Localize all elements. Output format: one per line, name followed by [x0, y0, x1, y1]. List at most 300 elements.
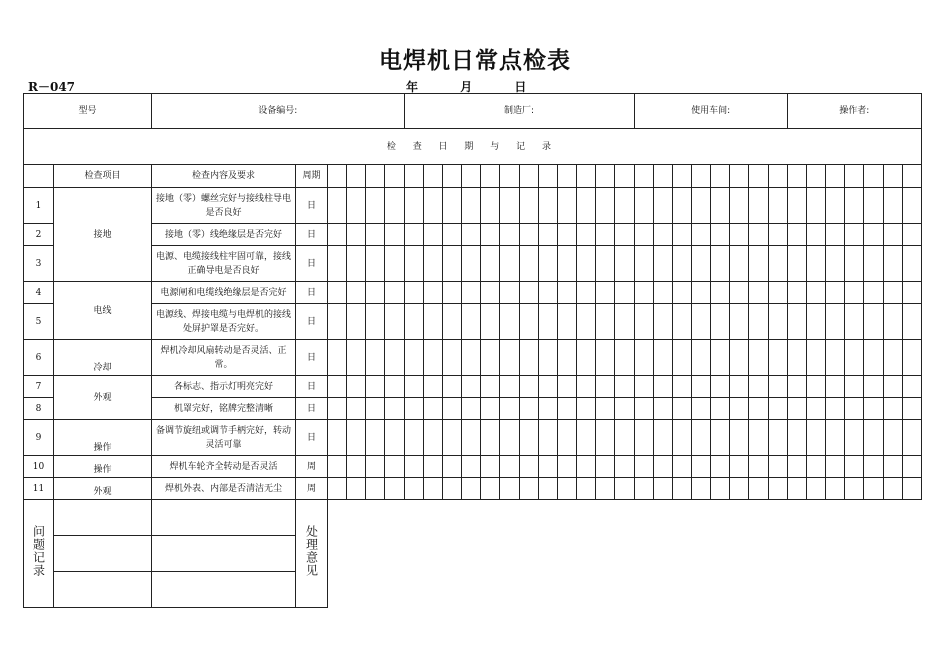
- date-cell[interactable]: [672, 398, 691, 420]
- date-cell[interactable]: [615, 376, 634, 398]
- date-cell[interactable]: [634, 165, 653, 188]
- date-cell[interactable]: [749, 478, 768, 500]
- date-cell[interactable]: [615, 478, 634, 500]
- date-cell[interactable]: [883, 282, 902, 304]
- date-cell[interactable]: [691, 165, 710, 188]
- date-cell[interactable]: [902, 224, 921, 246]
- date-cell[interactable]: [653, 165, 672, 188]
- date-cell[interactable]: [385, 456, 404, 478]
- date-cell[interactable]: [442, 165, 461, 188]
- date-cell[interactable]: [577, 420, 596, 456]
- date-cell[interactable]: [634, 340, 653, 376]
- date-cell[interactable]: [845, 456, 864, 478]
- date-cell[interactable]: [462, 304, 481, 340]
- date-cell[interactable]: [864, 478, 883, 500]
- date-cell[interactable]: [691, 398, 710, 420]
- date-cell[interactable]: [787, 398, 806, 420]
- date-cell[interactable]: [538, 304, 557, 340]
- date-cell[interactable]: [500, 478, 519, 500]
- date-cell[interactable]: [366, 398, 385, 420]
- date-cell[interactable]: [730, 340, 749, 376]
- date-cell[interactable]: [711, 478, 730, 500]
- date-cell[interactable]: [500, 376, 519, 398]
- date-cell[interactable]: [691, 304, 710, 340]
- date-cell[interactable]: [538, 246, 557, 282]
- date-cell[interactable]: [691, 456, 710, 478]
- date-cell[interactable]: [615, 165, 634, 188]
- date-cell[interactable]: [385, 282, 404, 304]
- date-cell[interactable]: [672, 224, 691, 246]
- date-cell[interactable]: [672, 246, 691, 282]
- date-cell[interactable]: [615, 340, 634, 376]
- date-cell[interactable]: [328, 224, 347, 246]
- date-cell[interactable]: [557, 224, 576, 246]
- date-cell[interactable]: [442, 304, 461, 340]
- date-cell[interactable]: [749, 398, 768, 420]
- date-cell[interactable]: [519, 188, 538, 224]
- date-cell[interactable]: [519, 478, 538, 500]
- date-cell[interactable]: [615, 282, 634, 304]
- date-cell[interactable]: [519, 340, 538, 376]
- date-cell[interactable]: [730, 398, 749, 420]
- date-cell[interactable]: [385, 478, 404, 500]
- date-cell[interactable]: [672, 456, 691, 478]
- date-cell[interactable]: [462, 478, 481, 500]
- date-cell[interactable]: [730, 304, 749, 340]
- date-cell[interactable]: [596, 304, 615, 340]
- date-cell[interactable]: [730, 420, 749, 456]
- date-cell[interactable]: [404, 304, 423, 340]
- date-cell[interactable]: [883, 246, 902, 282]
- date-cell[interactable]: [481, 376, 500, 398]
- date-cell[interactable]: [864, 456, 883, 478]
- date-cell[interactable]: [749, 376, 768, 398]
- date-cell[interactable]: [653, 304, 672, 340]
- date-cell[interactable]: [366, 376, 385, 398]
- date-cell[interactable]: [481, 478, 500, 500]
- date-cell[interactable]: [883, 376, 902, 398]
- date-cell[interactable]: [749, 224, 768, 246]
- date-cell[interactable]: [749, 420, 768, 456]
- date-cell[interactable]: [691, 224, 710, 246]
- date-cell[interactable]: [806, 340, 825, 376]
- date-cell[interactable]: [328, 165, 347, 188]
- date-cell[interactable]: [902, 282, 921, 304]
- date-cell[interactable]: [826, 282, 845, 304]
- date-cell[interactable]: [672, 282, 691, 304]
- date-cell[interactable]: [462, 456, 481, 478]
- date-cell[interactable]: [768, 246, 787, 282]
- date-cell[interactable]: [845, 304, 864, 340]
- date-cell[interactable]: [366, 282, 385, 304]
- date-cell[interactable]: [385, 224, 404, 246]
- date-cell[interactable]: [481, 246, 500, 282]
- date-cell[interactable]: [538, 282, 557, 304]
- date-cell[interactable]: [864, 304, 883, 340]
- date-cell[interactable]: [806, 478, 825, 500]
- date-cell[interactable]: [711, 188, 730, 224]
- date-cell[interactable]: [787, 304, 806, 340]
- date-cell[interactable]: [864, 420, 883, 456]
- date-cell[interactable]: [481, 398, 500, 420]
- problem-cell[interactable]: [54, 500, 152, 536]
- date-cell[interactable]: [366, 165, 385, 188]
- date-cell[interactable]: [634, 246, 653, 282]
- date-cell[interactable]: [711, 246, 730, 282]
- date-cell[interactable]: [768, 282, 787, 304]
- date-cell[interactable]: [557, 246, 576, 282]
- date-cell[interactable]: [519, 398, 538, 420]
- date-cell[interactable]: [787, 246, 806, 282]
- date-cell[interactable]: [577, 398, 596, 420]
- date-cell[interactable]: [615, 456, 634, 478]
- date-cell[interactable]: [328, 246, 347, 282]
- date-cell[interactable]: [615, 420, 634, 456]
- date-cell[interactable]: [711, 224, 730, 246]
- date-cell[interactable]: [347, 456, 366, 478]
- date-cell[interactable]: [691, 478, 710, 500]
- date-cell[interactable]: [366, 304, 385, 340]
- date-cell[interactable]: [596, 398, 615, 420]
- date-cell[interactable]: [845, 246, 864, 282]
- date-cell[interactable]: [404, 282, 423, 304]
- date-cell[interactable]: [596, 376, 615, 398]
- date-cell[interactable]: [615, 188, 634, 224]
- date-cell[interactable]: [730, 282, 749, 304]
- date-cell[interactable]: [423, 304, 442, 340]
- date-cell[interactable]: [462, 340, 481, 376]
- date-cell[interactable]: [519, 304, 538, 340]
- date-cell[interactable]: [423, 188, 442, 224]
- date-cell[interactable]: [634, 282, 653, 304]
- date-cell[interactable]: [462, 224, 481, 246]
- date-cell[interactable]: [902, 165, 921, 188]
- date-cell[interactable]: [672, 478, 691, 500]
- date-cell[interactable]: [902, 246, 921, 282]
- date-cell[interactable]: [481, 224, 500, 246]
- date-cell[interactable]: [768, 304, 787, 340]
- date-cell[interactable]: [577, 224, 596, 246]
- date-cell[interactable]: [787, 282, 806, 304]
- date-cell[interactable]: [883, 456, 902, 478]
- date-cell[interactable]: [404, 340, 423, 376]
- problem-cell[interactable]: [54, 572, 152, 608]
- date-cell[interactable]: [347, 282, 366, 304]
- date-cell[interactable]: [883, 398, 902, 420]
- date-cell[interactable]: [691, 282, 710, 304]
- date-cell[interactable]: [577, 304, 596, 340]
- date-cell[interactable]: [557, 398, 576, 420]
- date-cell[interactable]: [787, 188, 806, 224]
- date-cell[interactable]: [730, 246, 749, 282]
- date-cell[interactable]: [806, 188, 825, 224]
- date-cell[interactable]: [328, 456, 347, 478]
- date-cell[interactable]: [711, 398, 730, 420]
- date-cell[interactable]: [577, 340, 596, 376]
- date-cell[interactable]: [442, 282, 461, 304]
- date-cell[interactable]: [423, 340, 442, 376]
- date-cell[interactable]: [672, 376, 691, 398]
- date-cell[interactable]: [385, 376, 404, 398]
- date-cell[interactable]: [826, 340, 845, 376]
- date-cell[interactable]: [328, 282, 347, 304]
- date-cell[interactable]: [787, 224, 806, 246]
- date-cell[interactable]: [366, 188, 385, 224]
- date-cell[interactable]: [366, 478, 385, 500]
- date-cell[interactable]: [806, 376, 825, 398]
- date-cell[interactable]: [577, 456, 596, 478]
- date-cell[interactable]: [634, 478, 653, 500]
- date-cell[interactable]: [442, 398, 461, 420]
- date-cell[interactable]: [538, 340, 557, 376]
- date-cell[interactable]: [596, 456, 615, 478]
- date-cell[interactable]: [519, 420, 538, 456]
- date-cell[interactable]: [404, 456, 423, 478]
- date-cell[interactable]: [500, 340, 519, 376]
- date-cell[interactable]: [385, 246, 404, 282]
- date-cell[interactable]: [423, 398, 442, 420]
- date-cell[interactable]: [462, 188, 481, 224]
- date-cell[interactable]: [347, 478, 366, 500]
- date-cell[interactable]: [768, 224, 787, 246]
- date-cell[interactable]: [481, 282, 500, 304]
- date-cell[interactable]: [385, 420, 404, 456]
- handling-opinion-area[interactable]: [328, 500, 922, 608]
- date-cell[interactable]: [423, 282, 442, 304]
- date-cell[interactable]: [653, 478, 672, 500]
- date-cell[interactable]: [423, 478, 442, 500]
- date-cell[interactable]: [768, 165, 787, 188]
- date-cell[interactable]: [902, 398, 921, 420]
- date-cell[interactable]: [864, 340, 883, 376]
- date-cell[interactable]: [902, 420, 921, 456]
- date-cell[interactable]: [730, 165, 749, 188]
- date-cell[interactable]: [596, 478, 615, 500]
- date-cell[interactable]: [596, 246, 615, 282]
- date-cell[interactable]: [691, 246, 710, 282]
- date-cell[interactable]: [749, 165, 768, 188]
- date-cell[interactable]: [806, 224, 825, 246]
- date-cell[interactable]: [653, 188, 672, 224]
- date-cell[interactable]: [749, 246, 768, 282]
- date-cell[interactable]: [749, 340, 768, 376]
- date-cell[interactable]: [596, 165, 615, 188]
- date-cell[interactable]: [577, 282, 596, 304]
- date-cell[interactable]: [787, 456, 806, 478]
- date-cell[interactable]: [347, 376, 366, 398]
- date-cell[interactable]: [442, 246, 461, 282]
- date-cell[interactable]: [385, 188, 404, 224]
- date-cell[interactable]: [883, 304, 902, 340]
- date-cell[interactable]: [691, 340, 710, 376]
- date-cell[interactable]: [577, 478, 596, 500]
- date-cell[interactable]: [711, 282, 730, 304]
- date-cell[interactable]: [672, 304, 691, 340]
- date-cell[interactable]: [615, 246, 634, 282]
- date-cell[interactable]: [328, 376, 347, 398]
- date-cell[interactable]: [557, 340, 576, 376]
- date-cell[interactable]: [749, 456, 768, 478]
- date-cell[interactable]: [826, 224, 845, 246]
- date-cell[interactable]: [423, 420, 442, 456]
- date-cell[interactable]: [328, 420, 347, 456]
- date-cell[interactable]: [538, 165, 557, 188]
- date-cell[interactable]: [730, 188, 749, 224]
- date-cell[interactable]: [672, 420, 691, 456]
- date-cell[interactable]: [864, 376, 883, 398]
- date-cell[interactable]: [806, 420, 825, 456]
- date-cell[interactable]: [653, 224, 672, 246]
- date-cell[interactable]: [653, 420, 672, 456]
- date-cell[interactable]: [347, 420, 366, 456]
- date-cell[interactable]: [768, 398, 787, 420]
- date-cell[interactable]: [615, 224, 634, 246]
- date-cell[interactable]: [864, 398, 883, 420]
- date-cell[interactable]: [806, 456, 825, 478]
- workshop-field[interactable]: 使用车间:: [634, 94, 787, 129]
- date-cell[interactable]: [481, 165, 500, 188]
- date-cell[interactable]: [730, 224, 749, 246]
- date-cell[interactable]: [902, 456, 921, 478]
- date-cell[interactable]: [845, 376, 864, 398]
- date-cell[interactable]: [826, 376, 845, 398]
- date-cell[interactable]: [826, 304, 845, 340]
- date-cell[interactable]: [557, 282, 576, 304]
- date-cell[interactable]: [557, 420, 576, 456]
- date-cell[interactable]: [806, 304, 825, 340]
- date-cell[interactable]: [328, 340, 347, 376]
- date-cell[interactable]: [787, 478, 806, 500]
- date-cell[interactable]: [634, 304, 653, 340]
- problem-cell[interactable]: [54, 536, 152, 572]
- date-cell[interactable]: [711, 340, 730, 376]
- date-cell[interactable]: [557, 456, 576, 478]
- date-cell[interactable]: [577, 246, 596, 282]
- date-cell[interactable]: [768, 478, 787, 500]
- date-cell[interactable]: [500, 456, 519, 478]
- date-cell[interactable]: [845, 340, 864, 376]
- date-cell[interactable]: [366, 224, 385, 246]
- date-cell[interactable]: [519, 456, 538, 478]
- date-cell[interactable]: [768, 456, 787, 478]
- date-cell[interactable]: [768, 376, 787, 398]
- date-cell[interactable]: [328, 188, 347, 224]
- date-cell[interactable]: [691, 420, 710, 456]
- date-cell[interactable]: [711, 165, 730, 188]
- date-cell[interactable]: [404, 478, 423, 500]
- date-cell[interactable]: [366, 420, 385, 456]
- date-cell[interactable]: [519, 282, 538, 304]
- date-cell[interactable]: [883, 340, 902, 376]
- model-field[interactable]: 型号: [24, 94, 152, 129]
- date-cell[interactable]: [672, 188, 691, 224]
- date-cell[interactable]: [404, 188, 423, 224]
- date-cell[interactable]: [806, 398, 825, 420]
- date-cell[interactable]: [902, 340, 921, 376]
- date-cell[interactable]: [634, 420, 653, 456]
- date-cell[interactable]: [653, 246, 672, 282]
- date-cell[interactable]: [538, 224, 557, 246]
- date-cell[interactable]: [462, 420, 481, 456]
- date-cell[interactable]: [500, 304, 519, 340]
- maker-field[interactable]: 制造厂:: [404, 94, 634, 129]
- date-cell[interactable]: [423, 246, 442, 282]
- date-cell[interactable]: [347, 340, 366, 376]
- date-cell[interactable]: [538, 420, 557, 456]
- date-cell[interactable]: [806, 282, 825, 304]
- date-cell[interactable]: [385, 304, 404, 340]
- date-cell[interactable]: [768, 188, 787, 224]
- date-cell[interactable]: [653, 398, 672, 420]
- date-cell[interactable]: [902, 304, 921, 340]
- date-cell[interactable]: [481, 420, 500, 456]
- date-cell[interactable]: [404, 420, 423, 456]
- date-cell[interactable]: [596, 224, 615, 246]
- date-cell[interactable]: [634, 376, 653, 398]
- date-cell[interactable]: [500, 420, 519, 456]
- date-cell[interactable]: [538, 188, 557, 224]
- date-cell[interactable]: [806, 165, 825, 188]
- date-cell[interactable]: [749, 282, 768, 304]
- date-cell[interactable]: [462, 376, 481, 398]
- date-cell[interactable]: [634, 188, 653, 224]
- date-cell[interactable]: [385, 165, 404, 188]
- date-cell[interactable]: [596, 420, 615, 456]
- date-cell[interactable]: [404, 376, 423, 398]
- date-cell[interactable]: [404, 224, 423, 246]
- date-cell[interactable]: [634, 398, 653, 420]
- date-cell[interactable]: [615, 398, 634, 420]
- date-cell[interactable]: [749, 304, 768, 340]
- date-cell[interactable]: [462, 398, 481, 420]
- date-cell[interactable]: [826, 420, 845, 456]
- date-cell[interactable]: [864, 282, 883, 304]
- date-cell[interactable]: [366, 340, 385, 376]
- date-cell[interactable]: [347, 398, 366, 420]
- date-cell[interactable]: [845, 188, 864, 224]
- date-cell[interactable]: [481, 188, 500, 224]
- problem-cell[interactable]: [152, 572, 296, 608]
- date-cell[interactable]: [730, 376, 749, 398]
- date-cell[interactable]: [672, 340, 691, 376]
- date-cell[interactable]: [845, 398, 864, 420]
- date-cell[interactable]: [519, 246, 538, 282]
- date-cell[interactable]: [442, 340, 461, 376]
- date-cell[interactable]: [826, 246, 845, 282]
- date-cell[interactable]: [538, 398, 557, 420]
- date-cell[interactable]: [902, 478, 921, 500]
- date-cell[interactable]: [557, 188, 576, 224]
- date-cell[interactable]: [826, 456, 845, 478]
- date-cell[interactable]: [481, 456, 500, 478]
- date-cell[interactable]: [883, 224, 902, 246]
- problem-cell[interactable]: [152, 536, 296, 572]
- date-cell[interactable]: [538, 478, 557, 500]
- date-cell[interactable]: [864, 188, 883, 224]
- date-cell[interactable]: [442, 420, 461, 456]
- date-cell[interactable]: [538, 456, 557, 478]
- date-cell[interactable]: [500, 224, 519, 246]
- date-cell[interactable]: [328, 398, 347, 420]
- date-cell[interactable]: [653, 376, 672, 398]
- date-cell[interactable]: [347, 165, 366, 188]
- date-cell[interactable]: [711, 456, 730, 478]
- date-cell[interactable]: [423, 165, 442, 188]
- date-cell[interactable]: [423, 224, 442, 246]
- date-cell[interactable]: [864, 224, 883, 246]
- date-cell[interactable]: [500, 282, 519, 304]
- date-cell[interactable]: [500, 398, 519, 420]
